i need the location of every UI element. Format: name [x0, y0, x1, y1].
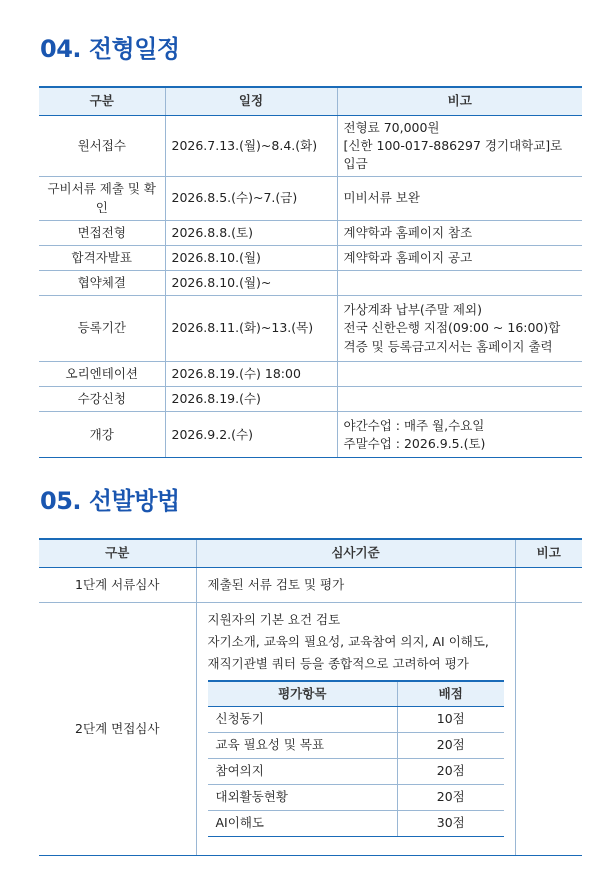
note-line: 야간수업 : 매주 월,수요일 [343, 417, 485, 433]
eval-item: 신청동기 [208, 707, 398, 733]
table-row [39, 412, 582, 458]
table-row [39, 177, 582, 220]
schedule-notes [337, 387, 582, 412]
header-criteria: 심사기준 [196, 539, 515, 568]
note-line: 미비서류 보완 [343, 190, 420, 206]
section-05-title: 05. 선발방법 [40, 487, 180, 515]
schedule-category: 수강신청 [39, 387, 165, 412]
eval-item: 교육 필요성 및 목표 [208, 733, 398, 759]
table-row [39, 116, 582, 177]
header-date: 일정 [165, 87, 337, 116]
eval-item: 대외활동현황 [208, 785, 398, 811]
stage-note [515, 603, 582, 856]
schedule-notes [337, 220, 582, 245]
note-line: 격증 및 등록금고지서는 홈페이지 출력 [343, 338, 553, 354]
criteria-line: 재직기관별 쿼터 등을 종합적으로 고려하여 평가 [207, 656, 469, 671]
schedule-date: 2026.8.11.(화)~13.(목) [165, 296, 337, 362]
eval-item: 참여의지 [208, 759, 398, 785]
schedule-category: 개강 [39, 412, 165, 458]
eval-score: 30점 [398, 811, 504, 837]
header-eval-item: 평가항목 [208, 681, 398, 707]
selection-table [39, 538, 582, 856]
schedule-notes [337, 245, 582, 270]
schedule-date: 2026.7.13.(월)~8.4.(화) [165, 116, 337, 177]
table-row [39, 568, 582, 603]
note-line: 가상계좌 납부(주말 제외) [343, 302, 482, 318]
schedule-header-row [39, 87, 582, 116]
evaluation-table [208, 680, 504, 837]
schedule-date: 2026.8.19.(수) [165, 387, 337, 412]
evaluation-row [208, 733, 504, 759]
section-04-title: 04. 전형일정 [40, 35, 180, 63]
table-row [39, 362, 582, 387]
note-line: [신한 100-017-886297 경기대학교]로 입금 [343, 138, 563, 172]
evaluation-row [208, 707, 504, 733]
schedule-category: 구비서류 제출 및 확인 [39, 177, 165, 220]
schedule-notes [337, 362, 582, 387]
schedule-category: 원서접수 [39, 116, 165, 177]
stage-category: 1단계 서류심사 [39, 568, 196, 603]
evaluation-row [208, 811, 504, 837]
schedule-table [39, 86, 582, 458]
note-line: 계약학과 홈페이지 참조 [343, 224, 473, 240]
schedule-category: 면접전형 [39, 220, 165, 245]
stage-criteria: 제출된 서류 검토 및 평가 [196, 568, 515, 603]
eval-score: 20점 [398, 759, 504, 785]
note-line: 전국 신한은행 지점(09:00 ~ 16:00)합 [343, 320, 561, 336]
schedule-category: 협약체결 [39, 270, 165, 295]
schedule-category: 합격자발표 [39, 245, 165, 270]
schedule-notes [337, 177, 582, 220]
table-row [39, 220, 582, 245]
eval-score: 20점 [398, 733, 504, 759]
schedule-date: 2026.9.2.(수) [165, 412, 337, 458]
table-row [39, 296, 582, 362]
criteria-line: 자기소개, 교육의 필요성, 교육참여 의지, AI 이해도, [207, 634, 489, 649]
note-line: 전형료 70,000원 [343, 120, 440, 135]
evaluation-row [208, 759, 504, 785]
stage-category: 2단계 면접심사 [39, 603, 196, 856]
stage-note [515, 568, 582, 603]
schedule-date: 2026.8.10.(월)~ [165, 270, 337, 295]
schedule-date: 2026.8.19.(수) 18:00 [165, 362, 337, 387]
header-eval-score: 배점 [398, 681, 504, 707]
criteria-line: 지원자의 기본 요건 검토 [207, 612, 341, 627]
evaluation-row [208, 785, 504, 811]
table-row [39, 387, 582, 412]
schedule-category: 오리엔테이션 [39, 362, 165, 387]
schedule-notes [337, 270, 582, 295]
schedule-date: 2026.8.10.(월) [165, 245, 337, 270]
schedule-notes [337, 412, 582, 458]
table-row [39, 270, 582, 295]
eval-item: AI이해도 [208, 811, 398, 837]
schedule-notes [337, 296, 582, 362]
header-category: 구분 [39, 539, 196, 568]
schedule-date: 2026.8.5.(수)~7.(금) [165, 177, 337, 220]
schedule-notes [337, 116, 582, 177]
eval-score: 20점 [398, 785, 504, 811]
eval-score: 10점 [398, 707, 504, 733]
note-line: 주말수업 : 2026.9.5.(토) [343, 435, 486, 451]
selection-header-row [39, 539, 582, 568]
table-row [39, 245, 582, 270]
header-note: 비고 [515, 539, 582, 568]
stage-criteria [196, 603, 515, 856]
evaluation-header-row [208, 681, 504, 707]
header-notes: 비고 [337, 87, 582, 116]
schedule-date: 2026.8.8.(토) [165, 220, 337, 245]
table-row [39, 603, 582, 856]
note-line: 계약학과 홈페이지 공고 [343, 249, 473, 265]
schedule-category: 등록기간 [39, 296, 165, 362]
header-category: 구분 [39, 87, 165, 116]
